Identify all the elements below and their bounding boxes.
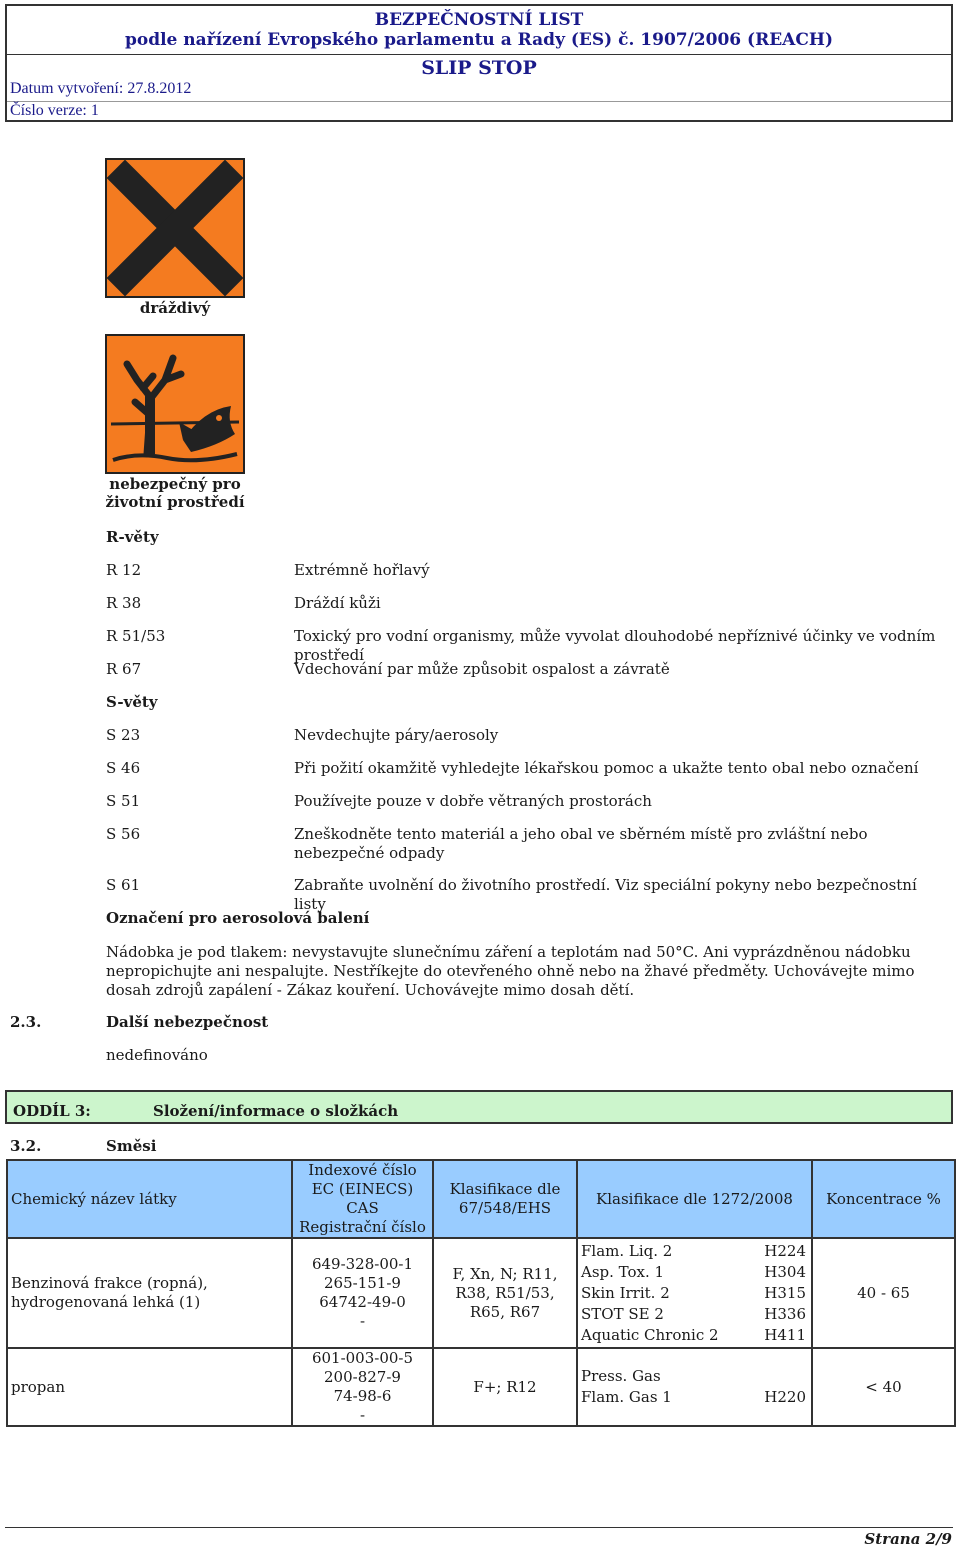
s-phrase-text: Zneškodněte tento materiál a jeho obal ve sběrném místě pro zvláštní nebo nebezpečné odpady: [294, 825, 868, 862]
substance-name: propan: [7, 1348, 292, 1426]
header-clp: Klasifikace dle 1272/2008: [577, 1160, 812, 1238]
r-phrase-text: Extrémně hořlavý: [294, 561, 430, 579]
r-phrase-code: R 38: [106, 594, 142, 612]
clp-classification: [577, 1238, 812, 1348]
subsection-heading: Směsi: [106, 1137, 157, 1155]
r-phrase-text: Dráždí kůži: [294, 594, 381, 612]
cas-number: 64742-49-0: [319, 1293, 406, 1311]
r-phrases-heading: R-věty: [106, 528, 159, 546]
header-ec-number: EC (EINECS): [311, 1180, 414, 1198]
hazard-class: Flam. Liq. 2: [581, 1241, 673, 1260]
creation-date: Datum vytvoření: 27.8.2012: [10, 80, 192, 97]
s-phrase-text: Nevdechujte páry/aerosoly: [294, 726, 499, 744]
s-phrase-code: S 61: [106, 876, 141, 894]
section-3-bar: [5, 1090, 953, 1124]
hazard-statement: H220: [764, 1388, 806, 1406]
page-number: Strana 2/9: [864, 1530, 952, 1548]
dsd-classification: F, Xn, N; R11, R38, R51/53, R65, R67: [433, 1238, 577, 1348]
hazard-statement: H336: [764, 1304, 806, 1323]
r-phrase-code: R 67: [106, 660, 142, 678]
document-header: [5, 4, 953, 122]
header-cas-number: CAS: [346, 1199, 379, 1217]
table-row: [7, 1348, 955, 1426]
header-concentration: Koncentrace %: [812, 1160, 955, 1238]
concentration: 40 - 65: [812, 1238, 955, 1348]
table-header-row: [7, 1160, 955, 1238]
header-ids: [292, 1160, 433, 1238]
registration-number: -: [359, 1406, 366, 1424]
hazard-statement: H304: [764, 1262, 806, 1281]
section-title: Složení/informace o složkách: [153, 1102, 399, 1120]
s-phrase-text: Používejte pouze v dobře větraných prostorách: [294, 792, 652, 810]
substance-ids: [292, 1348, 433, 1426]
hazard-class: Skin Irrit. 2: [581, 1283, 670, 1302]
s-phrase-text: Zabraňte uvolnění do životního prostředí. Viz speciální pokyny nebo bezpečnostní listy: [294, 876, 917, 913]
aerosol-text: Nádobka je pod tlakem: nevystavujte slunečnímu záření a teplotám nad 50°C. Ani vyprázdněnou nádobku nepropichujte ani nespalujte. Nestříkejte do otevřeného ohně nebo na žhavé předměty. Uchovávejte mimo dosah zdrojů zapálení - Zákaz kouření. Uchovávejte mimo dosah dětí.: [106, 943, 915, 999]
r-phrase-code: R 12: [106, 561, 142, 579]
section-text: nedefinováno: [106, 1046, 208, 1064]
section-label: ODDÍL 3:: [13, 1102, 91, 1120]
section-number: 2.3.: [10, 1013, 42, 1031]
s-phrase-text: Při požití okamžitě vyhledejte lékařskou pomoc a ukažte tento obal nebo označení: [294, 759, 919, 777]
hazard-statement: H315: [764, 1283, 806, 1302]
irritant-x-icon: [105, 158, 245, 298]
pictogram-caption-irritant: dráždivý: [139, 299, 211, 317]
clp-classification: [577, 1348, 812, 1426]
hazard-statement: H411: [764, 1325, 806, 1344]
hazard-class: Flam. Gas 1: [581, 1388, 672, 1406]
cas-number: 74-98-6: [333, 1387, 392, 1405]
subsection-number: 3.2.: [10, 1137, 42, 1155]
ec-number: 265-151-9: [324, 1274, 401, 1292]
index-number: 649-328-00-1: [311, 1255, 414, 1273]
hazard-statement: H224: [764, 1241, 806, 1260]
header-dsd: Klasifikace dle 67/548/EHS: [433, 1160, 577, 1238]
r-phrase-text: Toxický pro vodní organismy, může vyvolat dlouhodobé nepříznivé účinky ve vodním prostředí: [294, 627, 936, 664]
section-heading: Další nebezpečnost: [106, 1013, 269, 1031]
hazard-class: STOT SE 2: [581, 1304, 664, 1323]
substance-name: Benzinová frakce (ropná), hydrogenovaná lehká (1): [7, 1238, 292, 1348]
index-number: 601-003-00-5: [311, 1349, 414, 1367]
hazard-class: Aquatic Chronic 2: [581, 1325, 719, 1344]
document-title: BEZPEČNOSTNÍ LIST: [374, 10, 584, 30]
version-number: Číslo verze: 1: [10, 102, 99, 119]
ec-number: 200-827-9: [324, 1368, 401, 1386]
registration-number: -: [359, 1312, 366, 1330]
r-phrase-code: R 51/53: [106, 627, 166, 645]
composition-table: [6, 1159, 956, 1427]
hazard-class: Press. Gas: [581, 1367, 661, 1385]
footer-rule: [5, 1527, 953, 1528]
product-name: SLIP STOP: [421, 57, 537, 79]
s-phrases-heading: S-věty: [106, 693, 158, 711]
s-phrase-code: S 56: [106, 825, 141, 843]
regulation-line: podle nařízení Evropského parlamentu a Rady (ES) č. 1907/2006 (REACH): [124, 30, 833, 50]
header-index-number: Indexové číslo: [308, 1161, 417, 1179]
r-phrase-text: Vdechování par může způsobit ospalost a závratě: [294, 660, 670, 678]
aerosol-heading: Označení pro aerosolová balení: [106, 909, 370, 927]
hazard-class: Asp. Tox. 1: [581, 1262, 665, 1281]
header-name: Chemický název látky: [7, 1160, 292, 1238]
s-phrase-code: S 46: [106, 759, 141, 777]
header-registration-number: Registrační číslo: [299, 1218, 426, 1236]
table-row: [7, 1238, 955, 1348]
s-phrase-code: S 23: [106, 726, 141, 744]
s-phrase-code: S 51: [106, 792, 141, 810]
pictogram-caption-environment: nebezpečný pro životní prostředí: [105, 475, 245, 511]
substance-ids: [292, 1238, 433, 1348]
environment-hazard-icon: [105, 334, 245, 474]
dsd-classification: F+; R12: [433, 1348, 577, 1426]
concentration: < 40: [812, 1348, 955, 1426]
